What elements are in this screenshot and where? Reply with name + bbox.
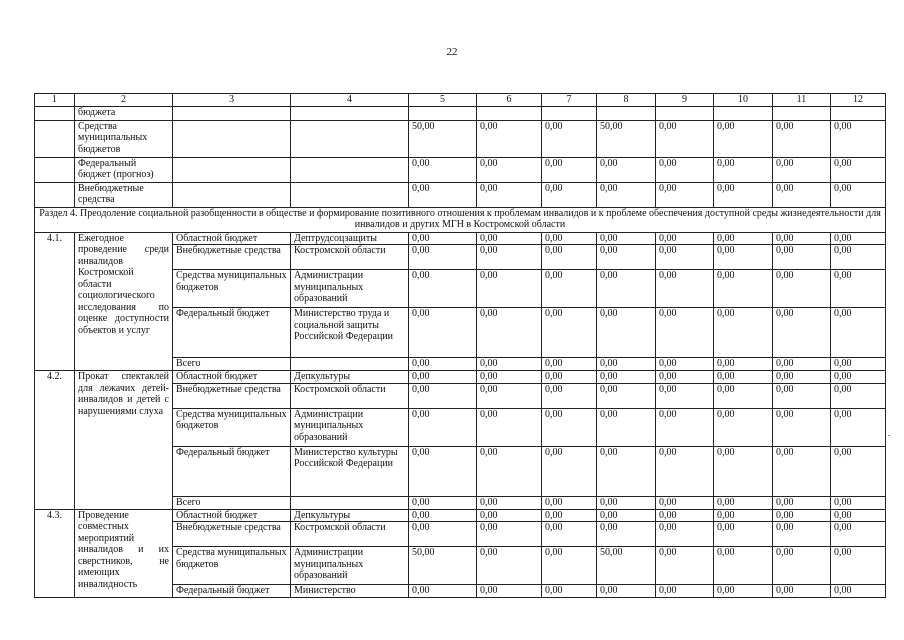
executor: Администрации муниципальных образований <box>291 547 409 585</box>
value-cell: 0,00 <box>656 509 714 522</box>
value-cell: 0,00 <box>477 308 542 358</box>
value-cell: 0,00 <box>714 358 773 371</box>
value-cell: 0,00 <box>656 585 714 598</box>
value-cell: 0,00 <box>656 270 714 308</box>
measure-name: Ежегодное проведение среди инвалидов Костромской области социологического исследования по оценке доступности объектов и услуг <box>75 232 173 371</box>
value-cell: 0,00 <box>409 371 477 384</box>
value-cell: 0,00 <box>773 446 831 496</box>
table-row <box>35 157 886 182</box>
value-cell: 0,00 <box>542 182 597 207</box>
value-cell: 0,00 <box>831 245 886 270</box>
value-cell: 0,00 <box>597 157 656 182</box>
column-number: 11 <box>773 94 831 107</box>
table-row <box>35 509 886 522</box>
column-number: 8 <box>597 94 656 107</box>
value-cell: 0,00 <box>714 120 773 157</box>
value-cell: 0,00 <box>831 371 886 384</box>
value-cell: 0,00 <box>773 120 831 157</box>
value-cell: 0,00 <box>714 522 773 547</box>
column-number: 9 <box>656 94 714 107</box>
value-cell: 0,00 <box>597 232 656 245</box>
measure-number: 4.3. <box>35 509 75 597</box>
value-cell: 0,00 <box>656 232 714 245</box>
value-cell: 0,00 <box>714 509 773 522</box>
value-cell: 0,00 <box>477 232 542 245</box>
value-cell: 0,00 <box>773 383 831 408</box>
section-row <box>35 207 886 232</box>
measure-number-cell <box>35 157 75 182</box>
value-cell: 0,00 <box>773 270 831 308</box>
measure-number: 4.2. <box>35 371 75 510</box>
value-cell: 0,00 <box>714 383 773 408</box>
value-cell: 0,00 <box>714 496 773 509</box>
value-cell: 0,00 <box>477 496 542 509</box>
value-cell: 0,00 <box>773 308 831 358</box>
value-cell: 0,00 <box>409 182 477 207</box>
executor: Министерство культуры Российской Федерации <box>291 446 409 496</box>
value-cell: 0,00 <box>409 270 477 308</box>
value-cell: 0,00 <box>597 585 656 598</box>
value-cell: 0,00 <box>831 308 886 358</box>
value-cell: 0,00 <box>714 446 773 496</box>
executor-cell <box>291 106 409 120</box>
value-cell <box>714 106 773 120</box>
table-row <box>35 106 886 120</box>
value-cell: 0,00 <box>409 446 477 496</box>
funding-source: Всего <box>173 358 291 371</box>
value-cell <box>773 106 831 120</box>
value-cell: 0,00 <box>409 408 477 446</box>
column-number: 7 <box>542 94 597 107</box>
value-cell: 0,00 <box>542 232 597 245</box>
funding-item-cell: Внебюджетные средства <box>75 182 173 207</box>
value-cell: 0,00 <box>656 522 714 547</box>
value-cell: 0,00 <box>831 522 886 547</box>
value-cell: 0,00 <box>542 446 597 496</box>
column-number: 1 <box>35 94 75 107</box>
value-cell: 50,00 <box>597 547 656 585</box>
value-cell: 0,00 <box>477 408 542 446</box>
value-cell: 0,00 <box>542 270 597 308</box>
table-row <box>35 182 886 207</box>
value-cell: 0,00 <box>597 270 656 308</box>
value-cell: 0,00 <box>477 371 542 384</box>
value-cell: 0,00 <box>656 245 714 270</box>
value-cell: 0,00 <box>656 496 714 509</box>
value-cell: 0,00 <box>773 496 831 509</box>
value-cell: 0,00 <box>831 182 886 207</box>
value-cell: 0,00 <box>597 522 656 547</box>
value-cell: 0,00 <box>831 509 886 522</box>
value-cell: 0,00 <box>477 585 542 598</box>
funding-item-cell: Федеральный бюджет (прогноз) <box>75 157 173 182</box>
value-cell: 0,00 <box>656 358 714 371</box>
funding-source: Средства муниципальных бюджетов <box>173 408 291 446</box>
value-cell: 0,00 <box>714 547 773 585</box>
executor-cell <box>291 120 409 157</box>
value-cell: 0,00 <box>656 408 714 446</box>
executor <box>291 496 409 509</box>
value-cell: 0,00 <box>773 182 831 207</box>
value-cell: 0,00 <box>656 308 714 358</box>
value-cell: 0,00 <box>477 358 542 371</box>
column-number: 3 <box>173 94 291 107</box>
value-cell: 0,00 <box>773 547 831 585</box>
value-cell: 0,00 <box>542 120 597 157</box>
column-number: 4 <box>291 94 409 107</box>
funding-source: Всего <box>173 496 291 509</box>
value-cell: 0,00 <box>831 383 886 408</box>
value-cell <box>831 106 886 120</box>
column-number: 2 <box>75 94 173 107</box>
value-cell: 0,00 <box>542 371 597 384</box>
value-cell: 0,00 <box>714 371 773 384</box>
section-title: Раздел 4. Преодоление социальной разобщенности в обществе и формирование позитивного отношения к проблемам инвалидов и к проблеме обеспечения доступной среды жизнедеятельности для инвалидов и других МГН в Костромской области <box>35 207 886 232</box>
value-cell: 0,00 <box>831 120 886 157</box>
margin-mark: . <box>888 428 891 438</box>
executor: Депкультуры <box>291 509 409 522</box>
column-number: 10 <box>714 94 773 107</box>
funding-source: Федеральный бюджет <box>173 446 291 496</box>
value-cell: 0,00 <box>714 585 773 598</box>
value-cell: 0,00 <box>773 232 831 245</box>
value-cell: 0,00 <box>542 358 597 371</box>
value-cell: 0,00 <box>542 383 597 408</box>
column-number: 6 <box>477 94 542 107</box>
value-cell: 0,00 <box>542 245 597 270</box>
executor: Костромской области <box>291 522 409 547</box>
executor: Министерство <box>291 585 409 598</box>
value-cell: 0,00 <box>656 182 714 207</box>
value-cell <box>409 106 477 120</box>
value-cell: 0,00 <box>597 358 656 371</box>
value-cell: 0,00 <box>542 408 597 446</box>
value-cell: 0,00 <box>477 547 542 585</box>
value-cell: 0,00 <box>597 383 656 408</box>
measure-number: 4.1. <box>35 232 75 371</box>
executor: Министерство труда и социальной защиты Российской Федерации <box>291 308 409 358</box>
measure-name: Прокат спектаклей для лежачих детей-инвалидов и детей с нарушениями слуха <box>75 371 173 510</box>
value-cell: 0,00 <box>714 182 773 207</box>
value-cell: 0,00 <box>773 509 831 522</box>
executor: Администрации муниципальных образований <box>291 270 409 308</box>
table-row <box>35 371 886 384</box>
value-cell: 0,00 <box>597 371 656 384</box>
value-cell: 0,00 <box>477 446 542 496</box>
executor: Дептрудсоцзащиты <box>291 232 409 245</box>
executor-cell <box>291 182 409 207</box>
value-cell: 0,00 <box>542 308 597 358</box>
executor <box>291 358 409 371</box>
funding-source: Внебюджетные средства <box>173 522 291 547</box>
funding-source: Федеральный бюджет <box>173 308 291 358</box>
value-cell <box>477 106 542 120</box>
executor: Костромской области <box>291 245 409 270</box>
value-cell: 0,00 <box>409 308 477 358</box>
value-cell: 0,00 <box>597 308 656 358</box>
value-cell: 0,00 <box>656 547 714 585</box>
value-cell: 0,00 <box>831 585 886 598</box>
value-cell: 0,00 <box>409 232 477 245</box>
table-row <box>35 232 886 245</box>
value-cell: 0,00 <box>409 157 477 182</box>
value-cell: 0,00 <box>714 270 773 308</box>
value-cell: 0,00 <box>409 522 477 547</box>
source-cell <box>173 157 291 182</box>
value-cell: 0,00 <box>597 509 656 522</box>
value-cell: 0,00 <box>477 270 542 308</box>
value-cell: 0,00 <box>542 522 597 547</box>
value-cell: 0,00 <box>409 245 477 270</box>
table-row <box>35 120 886 157</box>
value-cell: 0,00 <box>477 245 542 270</box>
value-cell: 0,00 <box>773 585 831 598</box>
value-cell: 0,00 <box>409 585 477 598</box>
funding-source: Внебюджетные средства <box>173 383 291 408</box>
value-cell: 0,00 <box>477 509 542 522</box>
value-cell: 0,00 <box>831 446 886 496</box>
measure-number-cell <box>35 182 75 207</box>
value-cell: 0,00 <box>542 547 597 585</box>
value-cell: 0,00 <box>656 446 714 496</box>
value-cell: 50,00 <box>597 120 656 157</box>
value-cell: 0,00 <box>773 408 831 446</box>
measure-name: Проведение совместных мероприятий инвалидов и их сверстников, не имеющих инвалидность <box>75 509 173 597</box>
funding-source: Областной бюджет <box>173 371 291 384</box>
value-cell: 0,00 <box>714 308 773 358</box>
value-cell <box>597 106 656 120</box>
executor: Костромской области <box>291 383 409 408</box>
value-cell: 0,00 <box>831 496 886 509</box>
source-cell <box>173 120 291 157</box>
value-cell: 0,00 <box>409 496 477 509</box>
funding-source: Областной бюджет <box>173 232 291 245</box>
value-cell: 0,00 <box>714 408 773 446</box>
value-cell: 0,00 <box>831 358 886 371</box>
value-cell: 0,00 <box>714 157 773 182</box>
funding-source: Федеральный бюджет <box>173 585 291 598</box>
value-cell: 0,00 <box>656 383 714 408</box>
value-cell: 0,00 <box>714 232 773 245</box>
column-number-row <box>35 94 886 107</box>
value-cell: 0,00 <box>773 245 831 270</box>
funding-source: Средства муниципальных бюджетов <box>173 270 291 308</box>
value-cell: 0,00 <box>597 182 656 207</box>
value-cell: 0,00 <box>597 408 656 446</box>
value-cell: 0,00 <box>773 358 831 371</box>
column-number: 12 <box>831 94 886 107</box>
value-cell: 0,00 <box>477 383 542 408</box>
value-cell: 0,00 <box>597 446 656 496</box>
value-cell: 0,00 <box>409 509 477 522</box>
value-cell <box>656 106 714 120</box>
value-cell: 0,00 <box>409 358 477 371</box>
value-cell: 0,00 <box>831 157 886 182</box>
budget-table <box>34 93 886 598</box>
measure-number-cell <box>35 106 75 120</box>
funding-item-cell: бюджета <box>75 106 173 120</box>
funding-source: Внебюджетные средства <box>173 245 291 270</box>
value-cell: 0,00 <box>542 496 597 509</box>
value-cell: 50,00 <box>409 547 477 585</box>
source-cell <box>173 106 291 120</box>
value-cell: 0,00 <box>409 383 477 408</box>
value-cell: 0,00 <box>542 509 597 522</box>
value-cell: 0,00 <box>773 371 831 384</box>
value-cell: 0,00 <box>542 157 597 182</box>
measure-number-cell <box>35 120 75 157</box>
executor: Администрации муниципальных образований <box>291 408 409 446</box>
value-cell: 0,00 <box>831 270 886 308</box>
column-number: 5 <box>409 94 477 107</box>
value-cell: 0,00 <box>597 496 656 509</box>
value-cell: 0,00 <box>831 547 886 585</box>
executor-cell <box>291 157 409 182</box>
value-cell <box>542 106 597 120</box>
value-cell: 0,00 <box>656 371 714 384</box>
value-cell: 0,00 <box>477 120 542 157</box>
value-cell: 50,00 <box>409 120 477 157</box>
funding-item-cell: Средства муниципальных бюджетов <box>75 120 173 157</box>
value-cell: 0,00 <box>542 585 597 598</box>
value-cell: 0,00 <box>773 157 831 182</box>
value-cell: 0,00 <box>656 157 714 182</box>
value-cell: 0,00 <box>477 157 542 182</box>
value-cell: 0,00 <box>477 522 542 547</box>
value-cell: 0,00 <box>656 120 714 157</box>
source-cell <box>173 182 291 207</box>
value-cell: 0,00 <box>714 245 773 270</box>
value-cell: 0,00 <box>597 245 656 270</box>
value-cell: 0,00 <box>831 232 886 245</box>
value-cell: 0,00 <box>831 408 886 446</box>
value-cell: 0,00 <box>773 522 831 547</box>
value-cell: 0,00 <box>477 182 542 207</box>
funding-source: Областной бюджет <box>173 509 291 522</box>
executor: Депкультуры <box>291 371 409 384</box>
funding-source: Средства муниципальных бюджетов <box>173 547 291 585</box>
page-number: 22 <box>446 46 458 58</box>
